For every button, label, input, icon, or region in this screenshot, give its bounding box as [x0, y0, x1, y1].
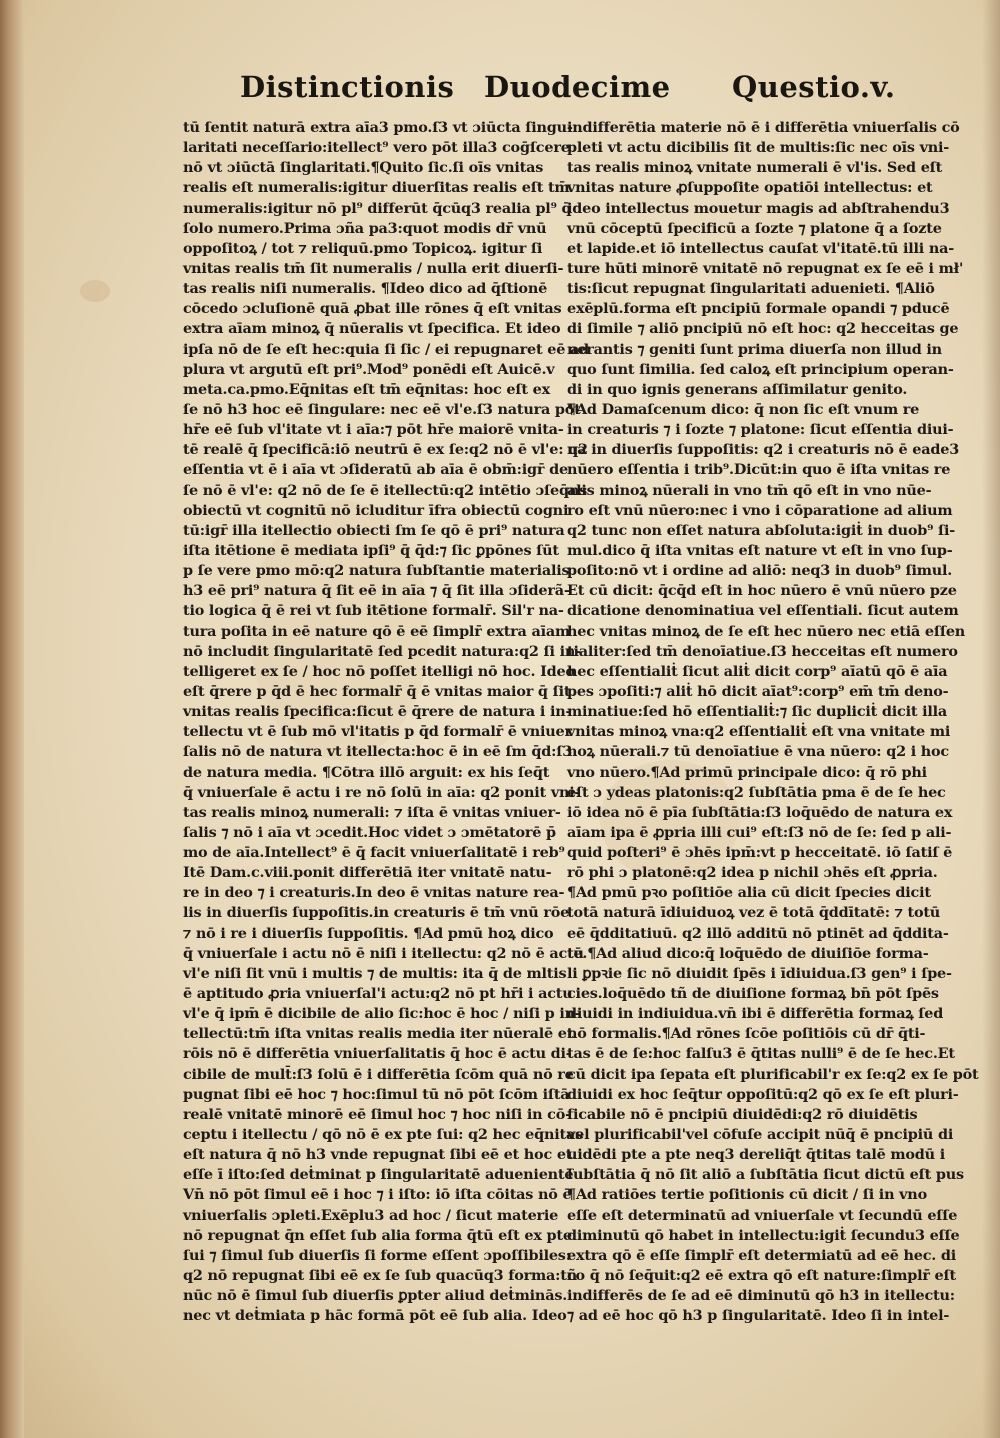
- text-line: realē vnitatē minorē eē ſimul hoc ⁊ hoc niſi in cō-: [183, 1105, 571, 1123]
- text-line: ⁊ nō i re i diuerſis ſuppoſitis. ¶Ad pmū hoꝝ dico: [183, 924, 554, 942]
- text-line: eſſe eſt determinatū ad vniuerſale vt ſecundū eſſe: [567, 1206, 958, 1224]
- text-line: pugnat ſibi eē hoc ⁊ hoc:ſimul tū nō pōt ſcōm iſtā: [183, 1085, 570, 1103]
- text-line: p ſe vere pmo mō:q2 natura ſubſtantie materialis: [183, 562, 570, 580]
- text-line: eſt ɔ ydeas platonis:q2 ſubſtātia pma ē de ſe hec: [567, 783, 946, 801]
- text-line: ¶Ad pmū pꝛo poſitiōe alia cū dicit ſpecies dicit: [567, 884, 931, 902]
- text-line: Itē Dam.c.viii.ponit differētiā iter vnitatē natu-: [183, 864, 552, 882]
- text-line: tē realē q̄ ſpecificā:iō neutrū ē ex ſe:q2 nō ē vl'e: q2: [183, 441, 588, 459]
- text-line: quid poſteri⁹ ē ɔhēs ipm̄:vt p hecceitatē. iō ſatiſ ē: [567, 844, 953, 862]
- text-line: mul.dico q̄ iſta vnitas eſt nature vt eſt in vno ſup-: [567, 541, 953, 559]
- text-line: eſt natura q̄ nō h3 vnde repugnat ſibi eē et hoc et: [183, 1146, 573, 1164]
- text-line: pleti vt actu dicibilis ſit de multis:ſic nec oīs vni-: [567, 139, 950, 157]
- text-line: alis minoꝝ nūerali in vno tm̄ qō eſt in vno nūe-: [567, 481, 932, 499]
- text-line: q2 tunc non eſſet natura abſoluta:igiṫ in duob⁹ ſi-: [567, 521, 956, 539]
- text-line: vnū cōceptū ſpecificū a ſozte ⁊ platone q̄ a ſozte: [567, 219, 942, 237]
- text-line: et lapide.et iō intellectus cauſat vl'itatē.tū illi na-: [567, 239, 955, 257]
- text-line: pes ɔpoſiti:⁊ aliṫ hō dicit aīat⁹:corp⁹ em̄ tm̄ deno-: [567, 682, 949, 700]
- text-line: exēplū.forma eſt pncipiū formale opandi ⁊ pducē: [567, 300, 950, 318]
- text-line: eſſentia vt ē i aīa vt ɔſideratū ab aīa ē obm̄:igr̄ de: [183, 461, 568, 479]
- text-line: nō formalis.¶Ad rōnes ſcōe poſitiōis cū dr̄ q̄ti-: [567, 1025, 926, 1043]
- text-line: vel plurificabil'vel cōfuſe accipit nūq̄ ē pncipiū di: [567, 1126, 954, 1144]
- text-line: tas realis niſi numeralis. ¶Ideo dico ad q̄ſtionē: [183, 280, 548, 298]
- text-line: tē.¶Ad aliud dico:q̄ loq̄uēdo de diuiſiōe forma-: [567, 944, 929, 962]
- text-line: oppoſitoꝝ / tot ⁊ reliquū.pmo Topicoꝝ. igitur ſi: [183, 239, 543, 257]
- text-line: Vn̄ nō pōt ſimul eē i hoc ⁊ i iſto: iō iſta cōitas nō ē: [183, 1186, 572, 1204]
- text-line: diuidi in indiuidua.vn̄ ibi ē differētia formaꝝ ſed: [567, 1005, 944, 1023]
- header-questio: Questio.v.: [732, 70, 896, 104]
- text-line: hec eſſentialiṫ ſicut aliṫ dicit corp⁹ aīatū qō ē aīa: [567, 662, 948, 680]
- text-line: tialiter:ſed tm̄ denoīatiue.ſ3 hecceitas eſt numero: [567, 642, 958, 660]
- text-line: ſolo numero.Prima ɔña pa3:quot modis dr̄ vnū: [183, 219, 547, 237]
- text-line: vl'e niſi ſit vnū i multis ⁊ de multis: ita q̄ de mltis: [183, 964, 567, 982]
- text-line: nō repugnat q̄n eſſet ſub alia forma q̄tū eſt ex pte: [183, 1226, 572, 1244]
- text-line: hr̄e eē ſub vl'itate vt i aīa:⁊ pōt hr̄e maiorē vnita-: [183, 421, 564, 439]
- text-line: obiectū vt cognitū nō icluditur īfra obiectū cogni: [183, 501, 569, 519]
- running-header: [240, 70, 896, 120]
- text-line: ſui ⁊ ſimul ſub diuerſis ſi forme eſſent ɔpoſſibiles:: [183, 1246, 571, 1264]
- text-line: nūc nō ē ſimul ſub diuerſis ꝑpter aliud deṫminās.: [183, 1287, 568, 1305]
- text-line: nec vt deṫmiata p hāc formā pōt eē ſub alia. Ideo: [183, 1307, 567, 1325]
- text-line: li ꝑpꝛie ſic nō diuidit ſpēs i īdiuidua.ſ3 gen⁹ i ſpe-: [567, 964, 952, 982]
- text-line: ē aptitudo ꝓria vniuerſal'i actu:q2 nō pt hr̄i i actu: [183, 985, 573, 1003]
- text-line: laritati neceſſario:itellect⁹ vero pōt illa3 coḡſcere: [183, 139, 570, 157]
- text-line: ficabile nō ē pncipiū diuidēdi:q2 rō diuidētis: [567, 1105, 918, 1123]
- text-line: cōcedo ɔcluſionē quā ꝓbat ille rōnes q̄ eſt vnitas: [183, 300, 562, 318]
- text-line: ro eſt vnū nūero:nec i vno i cōparatione ad alium: [567, 501, 953, 519]
- text-line: tellectu vt ē ſub mō vl'itatis p q̄d formalr̄ ē vniuer: [183, 723, 572, 741]
- text-line: eſt q̄rere p q̄d ē hec formalr̄ q̄ ē vnitas maior q̄ ſit: [183, 682, 571, 700]
- text-line: tas realis minoꝝ vnitate numerali ē vl'is. Sed eſt: [567, 159, 943, 177]
- text-line: indifferētia materie nō ē i differētia vniuerſalis cō: [567, 119, 960, 136]
- text-line: iō idea nō ē pīa ſubſtātia:ſ3 loq̄uēdo de natura ex: [567, 803, 953, 821]
- text-line: vnitas realis tm̄ ſit numeralis / nulla erit diuerſi-: [183, 259, 564, 277]
- text-line: ideo intellectus mouetur magis ad abſtrahendu3: [567, 199, 950, 217]
- text-line: minatiue:ſed hō eſſentialiṫ:⁊ ſic dupliciṫ dicit illa: [567, 703, 948, 721]
- text-line: poſito:nō vt i ordine ad aliō: neq3 in duob⁹ ſimul.: [567, 562, 953, 580]
- text-line: vl'e q̄ ipm̄ ē dicibile de alio ſic:hoc ē hoc / niſi p in-: [183, 1005, 581, 1023]
- text-line: nō vt ɔiūctā ſinglaritati.¶Quito ſic.ſi oīs vnitas: [183, 159, 544, 177]
- text-line: diuidi ex hoc ſeq̄tur oppoſitū:q2 qō ex ſe eſt pluri-: [567, 1085, 959, 1103]
- book-gutter: [0, 0, 24, 1438]
- text-line: noꝝ nūerali.⁊ tū denoīatiue ē vna nūero: q2 i hoc: [567, 743, 949, 761]
- text-line: de natura media. ¶Cōtra illō arguit: ex his ſeq̄t: [183, 763, 550, 781]
- text-line: re in deo ⁊ i creaturis.In deo ē vnitas nature rea-: [183, 884, 565, 902]
- text-line: q2 nō repugnat ſibi eē ex ſe ſub quacūq3 forma:tñ: [183, 1267, 577, 1285]
- text-line: realis eſt numeralis:igitur diuerſitas realis eſt tm̄: [183, 179, 570, 197]
- text-line: eē q̄dditatiuū. q2 illō additū nō ptinēt ad q̄ddita-: [567, 924, 949, 942]
- text-line: in creaturis ⁊ i ſozte ⁊ platone: ſicut eſſentia diui-: [567, 421, 954, 439]
- text-line: plura vt argutū eſt pri⁹.Mod⁹ ponēdi eſt Auicē.v: [183, 360, 555, 378]
- text-column-right: [567, 118, 979, 1326]
- text-line: tas realis minoꝝ numerali: ⁊ iſta ē vnitas vniuer-: [183, 803, 561, 821]
- text-line: h3 eē pri⁹ natura q̄ ſit eē in aīa ⁊ q̄ ſit illa ɔſiderã-: [183, 582, 570, 600]
- text-line: ſe nō ē vl'e: q2 nō de ſe ē itellectū:q2 intētio ɔſeq̄ns: [183, 481, 588, 499]
- text-line: cies.loq̄uēdo tñ de diuiſione formaꝝ bn̄ pōt ſpēs: [567, 985, 939, 1003]
- page-edge-shadow: [982, 0, 1000, 1438]
- text-line: vnitas minoꝝ vna:q2 eſſentialiṫ eſt vna vnitate mi: [567, 723, 951, 741]
- text-line: di in quo ignis generans aſſimilatur genito.: [567, 380, 908, 398]
- text-line: iſta itētione ē mediata ipſi⁹ q̄ q̄d:⁊ ſic ꝑpōnes ſūt: [183, 541, 559, 559]
- text-line: eſſe ī iſto:ſed deṫminat p ſingularitatē aduenientē: [183, 1166, 574, 1184]
- text-line: nūero eſſentia i trib⁹.Dicūt:in quo ē iſta vnitas re: [567, 461, 951, 479]
- text-line: vnitas realis ſpecifica:ſicut ē q̄rere de natura i in-: [183, 703, 572, 721]
- text-line: ſalis nō de natura vt itellecta:hoc ē in eē ſm q̄d:ſ3: [183, 743, 573, 761]
- text-line: diminutū qō habet in intellectu:igiṫ ſecundu3 eſſe: [567, 1226, 960, 1244]
- text-line: rō phi ɔ platonē:q2 idea p nichil ɔhēs eſt ꝓpria.: [567, 864, 938, 882]
- text-line: tellectū:tm̄ iſta vnitas realis media iter nūeralē et: [183, 1025, 574, 1043]
- text-line: ſe nō h3 hoc eē ſingulare: nec eē vl'e.ſ3 natura pōt: [183, 400, 581, 418]
- text-line: cū dicit ipa ſepata eſt plurificabil'r ex ſe:q2 ex ſe pōt: [567, 1065, 979, 1083]
- paper-stain: [80, 280, 110, 302]
- text-line: rōis nō ē differētia vniuerſalitatis q̄ hoc ē actu di-: [183, 1045, 572, 1063]
- text-line: ⁊ ad eē hoc qō h3 p ſingularitatē. Ideo ſi in intel-: [567, 1307, 950, 1325]
- text-line: ¶Ad Damaſcenum dico: q̄ non ſic eſt vnum re: [567, 400, 920, 418]
- text-line: lis in diuerſis ſuppoſitis.in creaturis ē tm̄ vnū rōe: [183, 904, 570, 922]
- text-line: hec vnitas minoꝝ de ſe eſt hec nūero nec etiā eſſen: [567, 622, 966, 640]
- text-line: Et cū dicit: q̄cq̄d eſt in hoc nūero ē vnū nūero pze: [567, 582, 957, 600]
- text-line: uidēdi pte a pte neq3 dereliq̄t q̄titas talē modū i: [567, 1146, 945, 1164]
- text-line: cibile de mult̄:ſ3 ſolū ē i differētia ſcōm quā nō re: [183, 1065, 574, 1083]
- text-line: extra qō ē eſſe ſimplr̄ eſt determiatū ad eē hec. di: [567, 1246, 957, 1264]
- text-line: tio logica q̄ ē rei vt ſub itētione formalr̄. Sil'r na-: [183, 602, 564, 620]
- text-line: vniuerſalis ɔpleti.Exēplu3 ad hoc / ſicut materie: [183, 1206, 559, 1224]
- text-line: tū ſentit naturā extra aīa3 pmo.ſ3 vt ɔiūcta ſingu-: [183, 119, 573, 136]
- text-line: tura poſita in eē nature qō ē eē ſimplr̄ extra aīam: [183, 622, 571, 640]
- text-line: nerantis ⁊ geniti ſunt prima diuerſa non illud in: [567, 340, 942, 358]
- text-line: aīam ipa ē ꝓpria illi cui⁹ eſt:ſ3 nō de ſe: ſed p ali-: [567, 823, 952, 841]
- text-line: ipſa nō de ſe eſt hec:quia ſi ſic / ei repugnaret eē ad: [183, 340, 589, 358]
- text-line: quo ſunt ſimilia. ſed caloꝝ eſt principium operan-: [567, 360, 954, 378]
- text-line: q̄ vniuerſale i actu nō ē niſi i itellectu: q2 nō ē actu: [183, 944, 584, 962]
- text-line: mo de aīa.Intellect⁹ ē q̄ facit vniuerſalitatē i reb⁹: [183, 844, 565, 862]
- text-line: tū:igr̄ illa itellectio obiecti ſm ſe qō ē pri⁹ natura: [183, 521, 565, 539]
- text-column-left: [183, 118, 589, 1326]
- text-line: vnitas nature ꝓſuppoſite opatiōi intellectus: et: [567, 179, 933, 197]
- header-distinction: Distinctionis: [240, 70, 455, 104]
- text-line: ture hūti minorē vnitatē nō repugnat ex ſe eē i mł': [567, 259, 964, 277]
- text-line: ſubſtātia q̄ nō ſit aliō a ſubſtātia ſicut dictū eſt pus: [567, 1166, 964, 1184]
- text-line: ceptu i itellectu / qō nō ē ex pte ſui: q2 hec eq̄nitas: [183, 1126, 583, 1144]
- text-line: numeralis:igitur nō pl⁹ differūt q̄cūq3 realia pl⁹ q̄: [183, 199, 572, 217]
- text-line: tis:ſicut repugnat ſingularitati aduenieti. ¶Aliō: [567, 280, 935, 298]
- text-line: co q̄ nō ſeq̄uit:q2 eē extra qō eſt nature:ſimplr̄ eſt: [567, 1267, 956, 1285]
- header-duodecime: Duodecime: [484, 70, 671, 104]
- text-line: tas ē de ſe:hoc falſu3 ē q̄titas nulli⁹ ē de ſe hec.Et: [567, 1045, 955, 1063]
- text-line: ſalis ⁊ nō i aīa vt ɔcedit.Hoc videt ɔ ɔmētatorē p̄: [183, 823, 556, 841]
- text-line: dicatione denominatiua vel eſſentiali. ſicut autem: [567, 602, 959, 620]
- text-line: indifferēs de ſe ad eē diminutū qō h3 in itellectu:: [567, 1287, 955, 1305]
- text-line: na in diuerſis ſuppoſitis: q2 i creaturis nō ē eade3: [567, 441, 960, 459]
- text-line: extra aīam minoꝝ q̄ nūeralis vt ſpecifica. Et ideo: [183, 320, 561, 338]
- text-line: telligeret ex ſe / hoc nō poſſet itelligi nō hoc. Ideo: [183, 662, 575, 680]
- text-line: nō includit ſingularitatē ſed pcedit natura:q2 ſi in-: [183, 642, 581, 660]
- text-line: vno nūero.¶Ad primū principale dico: q̄ rō phi: [567, 763, 927, 781]
- text-line: di ſimile ⁊ aliō pncipiū nō eſt hoc: q2 hecceitas ge: [567, 320, 959, 338]
- text-line: meta.ca.pmo.Eq̄nitas eſt tm̄ eq̄nitas: hoc eſt ex: [183, 380, 550, 398]
- text-line: totā naturā īdiuiduoꝝ vez ē totā q̄ddītatē: ⁊ totū: [567, 904, 941, 922]
- text-line: ¶Ad ratiōes tertie poſitionis cū dicit / ſi in vno: [567, 1186, 927, 1204]
- text-line: q̄ vniuerſale ē actu i re nō ſolū in aīa: q2 ponit vni-: [183, 783, 581, 801]
